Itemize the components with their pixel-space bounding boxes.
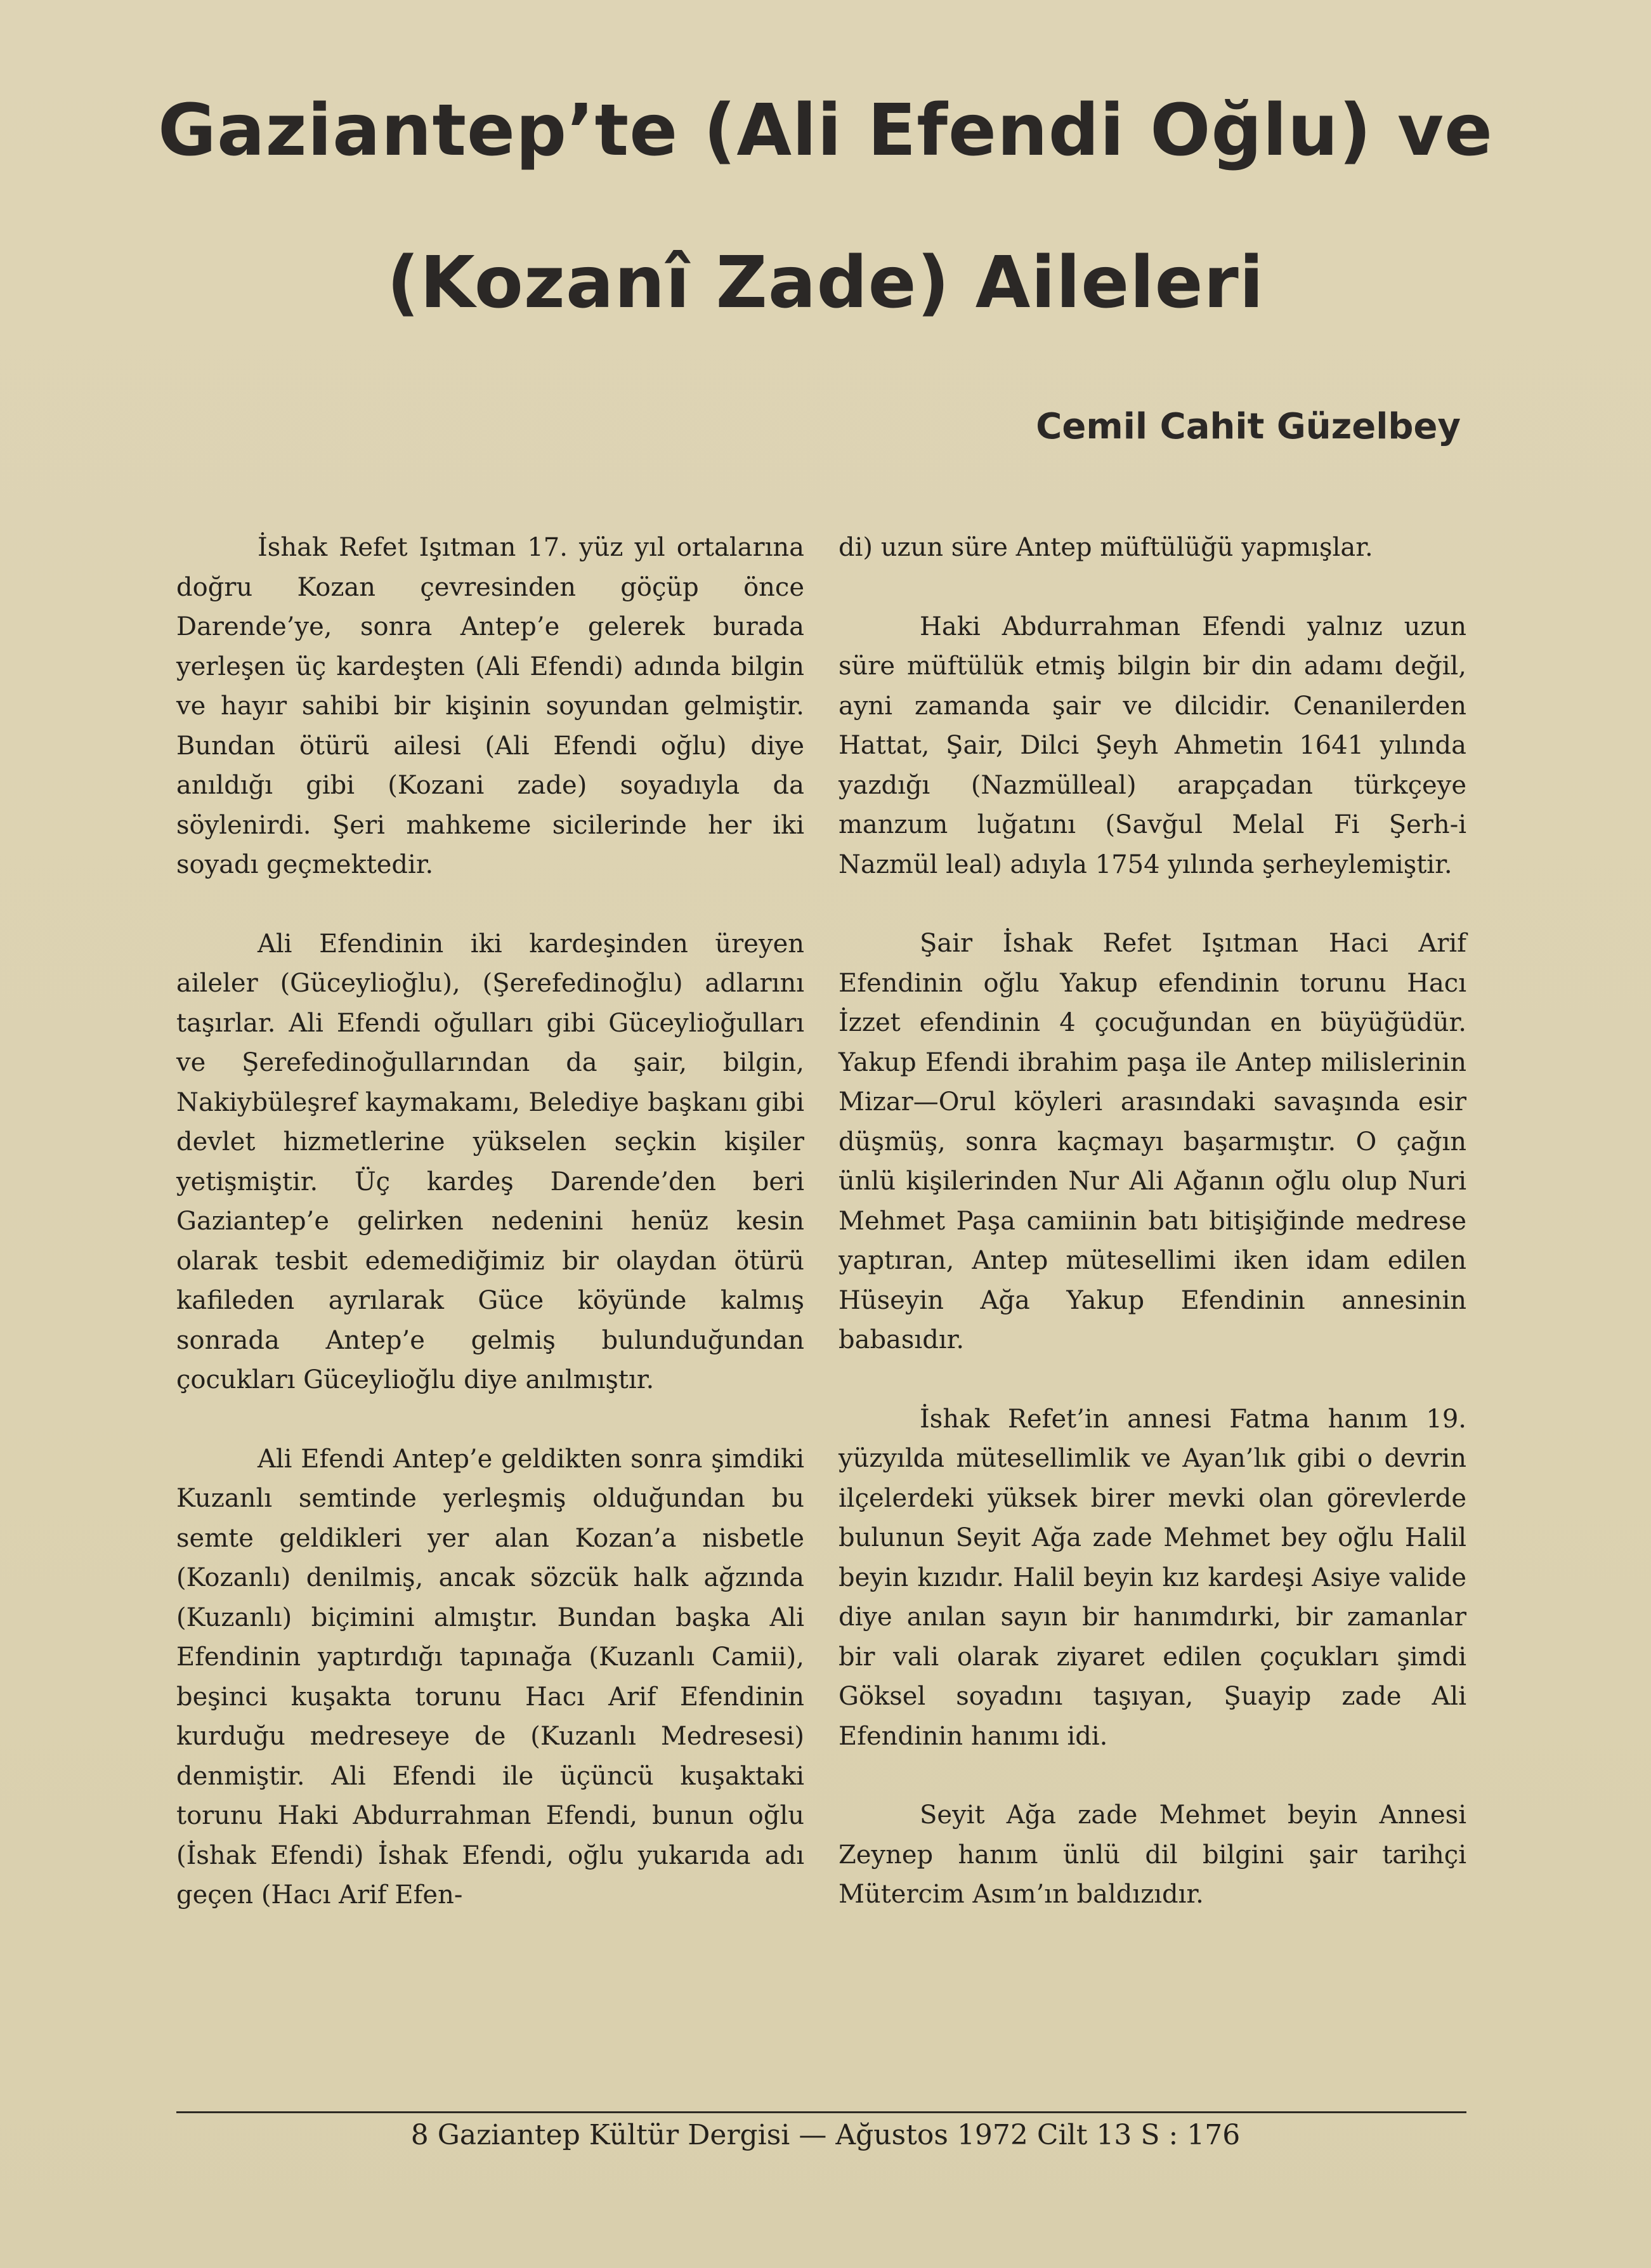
right-column bbox=[839, 528, 1466, 1915]
paragraph: Haki Abdurrahman Efendi yalnız uzun süre müftülük etmiş bilgin bir din adamı değil, ayni zamanda şair ve dilcidir. Cenanilerden Hattat, Şair, Dilci Şeyh Ahmetin 1641 yılında yazdığı (Nazmülleal) arapçadan türkçeye manzum luğatını (Savğul Melal Fi Şerh-i Nazmül leal) adıyla 1754 yılında şerheylemiştir. bbox=[839, 612, 1466, 879]
paragraph-continued: di) uzun süre Antep müftülüğü yapmışlar. bbox=[839, 533, 1373, 562]
page-footer: 8 Gaziantep Kültür Dergisi — Ağustos 1972 Cilt 13 S : 176 bbox=[410, 2119, 1241, 2151]
paragraph: Ali Efendinin iki kardeşinden üreyen aileler (Güceylioğlu), (Şerefedinoğlu) adlarını taşırlar. Ali Efendi oğulları gibi Güceylioğulları ve Şerefedinoğullarından da şair, bilgin, Nakiybüleşref kaymakamı, Belediye başkanı gibi devlet hizmetlerine yükselen seçkin kişiler yetişmiştir. Üç kardeş Darende’den beri Gaziantep’e gelirken nedenini henüz kesin olarak tesbit edemediğimiz bir olaydan ötürü kafileden ayrılarak Güce köyünde kalmış sonrada Antep’e gelmiş bulunduğundan çocukları Güceylioğlu diye anılmıştır. bbox=[176, 929, 804, 1394]
paragraph: İshak Refet Işıtman 17. yüz yıl ortalarına doğru Kozan çevresinden göçüp önce Darende’ye, sonra Antep’e gelerek burada yerleşen üç kardeşten (Ali Efendi) adında bilgin ve hayır sahibi bir kişinin soyundan gelmiştir. Bundan ötürü ailesi (Ali Efendi oğlu) diye anıldığı gibi (Kozani zade) soyadıyla da söylenirdi. Şeri mahkeme sicilerinde her iki soyadı geçmektedir. bbox=[176, 533, 804, 879]
paragraph: İshak Refet’in annesi Fatma hanım 19. yüzyılda mütesellimlik ve Ayan’lık gibi o devrin ilçelerdeki yüksek birer mevki olan görevlerde bulunun Seyit Ağa zade Mehmet bey oğlu Halil beyin kızıdır. Halil beyin kız kardeşi Asiye valide diye anılan sayın bir hanımdırki, bir zamanlar bir vali olarak ziyaret edilen çoçukları şimdi Göksel soyadını taşıyan, Şuayip zade Ali Efendinin hanımı idi. bbox=[839, 1404, 1466, 1751]
author-name: Cemil Cahit Güzelbey bbox=[1036, 406, 1461, 447]
paragraph: Seyit Ağa zade Mehmet beyin Annesi Zeynep hanım ünlü dil bilgini şair tarihçi Mütercim Asım’ın baldızıdır. bbox=[839, 1800, 1466, 1909]
left-column bbox=[176, 528, 804, 1915]
paragraph: Şair İshak Refet Işıtman Haci Arif Efendinin oğlu Yakup efendinin torunu Hacı İzzet efendinin 4 çocuğundan en büyüğüdür. Yakup Efendi ibrahim paşa ile Antep milislerinin Mizar—Orul köyleri arasındaki savaşında esir düşmüş, sonra kaçmayı başarmıştır. O çağın ünlü kişilerinden Nur Ali Ağanın oğlu olup Nuri Mehmet Paşa camiinin batı bitişiğinde medrese yaptıran, Antep mütesellimi iken idam edilen Hüseyin Ağa Yakup Efendinin annesinin babasıdır. bbox=[839, 929, 1466, 1354]
article-title-line-1: Gaziantep’te (Ali Efendi Oğlu) ve bbox=[158, 89, 1493, 172]
article-title-line-2: (Kozanî Zade) Aileleri bbox=[386, 242, 1265, 324]
paragraph: Ali Efendi Antep’e geldikten sonra şimdiki Kuzanlı semtinde yerleşmiş olduğundan bu semte geldikleri yer alan Kozan’a nisbetle (Kozanlı) denilmiş, ancak sözcük halk ağzında (Kuzanlı) biçimini almıştır. Bundan başka Ali Efendinin yaptırdığı tapınağa (Kuzanlı Camii), beşinci kuşakta torunu Hacı Arif Efendinin kurduğu medreseye de (Kuzanlı Medresesi) denmiştir. Ali Efendi ile üçüncü kuşaktaki torunu Haki Abdurrahman Efendi, bunun oğlu (İshak Efendi) İshak Efendi, oğlu yukarıda adı geçen (Hacı Arif Efen- bbox=[176, 1444, 804, 1910]
footer-divider bbox=[176, 2111, 1466, 2113]
